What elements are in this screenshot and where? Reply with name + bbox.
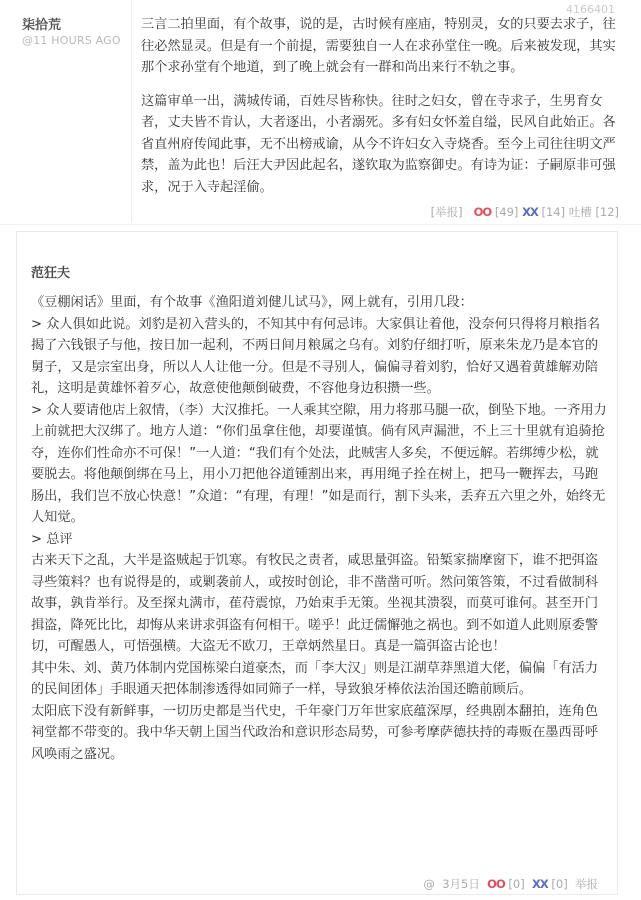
xx-vote-button[interactable]: XX — [532, 877, 548, 891]
reply-at-link[interactable]: @ — [423, 877, 435, 891]
comment-1 — [0, 0, 641, 230]
comment-paragraph: 三言二拍里面，有个故事，说的是，古时候有座庙，特别灵，女的只要去求子，往往必然显灵。但是有一个前提，需要独自一人在求孙堂住一晚。后来被发现，其实那个求孙堂有个地道，到了晚上就会有一群和尚出来行不轨之事。 — [141, 17, 616, 75]
xx-count: [14] — [541, 205, 566, 219]
xx-vote-button[interactable]: XX — [522, 205, 538, 219]
report-link[interactable]: 举报 — [575, 877, 598, 891]
tucao-link[interactable]: 吐槽 — [568, 205, 592, 219]
oo-count: [0] — [508, 877, 525, 891]
comment-author[interactable]: 范狂夫 — [31, 266, 71, 281]
report-link[interactable]: [举报] — [430, 205, 463, 219]
blockquote-line: > 众人俱如此说。刘豹是初入营头的，不知其中有何忌讳。大家俱让着他，没奈何只得将月粮指名揭了六钱银子与他，按日加一起利，不两日间月粮属之乌有。刘豹仔细打听，原来朱龙乃是本官的舅子，又是宗室出身，所以人人让他一分。但是不寻别人，偏偏寻着刘豹，恰好又遇着黄雄解劝陪礼，这明是黄雄怀着歹心，故意使他颠倒破费，不容他身边积攒一些。 — [31, 316, 601, 396]
comment-body — [141, 14, 617, 210]
comment-line: 其中朱、刘、黄乃体制内党国栋梁白道豪杰，而「李大汉」则是江湖草莽黑道大佬，偏偏「有活力的民间团体」手眼通天把体制渗透得如同筛子一样，导致狼牙棒依法治国还瞻前顾后。 — [31, 660, 599, 697]
comment-body — [31, 292, 607, 765]
divider — [131, 0, 132, 222]
comment-line: 太阳底下没有新鲜事，一切历史都是当代史，千年豪门万年世家底蕴深厚，经典剧本翻拍，连角色祠堂都不带变的。我中华天朝上国当代政治和意识形态局势，可参考摩萨德扶持的毒贩在墨西哥呼风唤雨之盛况。 — [31, 703, 599, 762]
comment-2 — [16, 231, 618, 895]
oo-vote-button[interactable]: OO — [473, 205, 492, 219]
separator — [0, 224, 641, 225]
comment-line: 古来天下之乱，大半是盗贼起于饥寒。有牧民之责者，咸思量弭盗。铅椠家揣摩窗下，谁不把弭盗寻些策料？也有说得是的，或剿袭前人，或按时创论，非不凿凿可听。然问策答策，不过看做制科故事，孰肯举行。及至探丸满市，萑苻震惊，乃始束手无策。坐视其溃裂，而莫可谁何。甚至开门揖盗，降死比比，却悔从来讲求弭盗有何相干。嗟乎！此迂儒懈弛之祸也。到不如道人此则原委警切，可醒愚人，可悟强横。大盗无不欧刀，王章炳然星日。真是一篇弭盗古论也！ — [31, 553, 599, 654]
comment-date: 3月5日 — [442, 877, 480, 891]
comment-paragraph: 这篇审单一出，满城传诵，百姓尽皆称快。往时之妇女，曾在寺求子，生男育女者，丈夫皆不肯认，大者逐出，小者溺死。多有妇女怀羞自缢，民风自此始正。各省直州府传闻此事，无不出榜戒谕，从今不许妇女入寺烧香。至今上司往往明文严禁，盖为此也！后汪大尹因此起名，遂钦取为监察御史。有诗为证：子嗣原非可强求，况于入寺起淫偷。 — [141, 93, 616, 195]
comment-action-bar — [431, 204, 619, 220]
blockquote-line: > 总评 — [31, 531, 73, 547]
oo-vote-button[interactable]: OO — [487, 877, 505, 891]
oo-count: [49] — [494, 205, 519, 219]
comment-time[interactable]: @11 HOURS AGO — [22, 34, 121, 47]
comment-id: 4166401 — [566, 3, 615, 16]
blockquote-line: > 众人要请他店上叙情，（李）大汉推托。一人乘其空隙，用力将那马腿一砍，倒坠下地。一齐用力上前就把大汉绑了。地方人道：“你们虽拿住他，却要谨慎。倘有风声漏泄，不上三十里就有追骑抢夺，连你们性命亦不可保！”一人道：“我们有个处法，此贼害人多矣，不便远解。若绑缚少松，就要脱去。将他颠倒绑在马上，用小刀把他谷道锺割出来，再用绳子拴在树上，把马一鞭挥去，马跑肠出，我们岂不放心快意！”众道：“有理，有理！”如是而行，割下头来，丢弃五六里之外，始终无人知觉。 — [31, 402, 607, 525]
tucao-count: [12] — [595, 205, 619, 219]
comment-action-bar — [423, 876, 598, 892]
xx-count: [0] — [551, 877, 568, 891]
comment-author[interactable]: 柒拾荒 — [22, 18, 62, 33]
comment-line: 《豆棚闲话》里面，有个故事《渔阳道刘健儿试马》，网上就有，引用几段： — [31, 295, 473, 310]
